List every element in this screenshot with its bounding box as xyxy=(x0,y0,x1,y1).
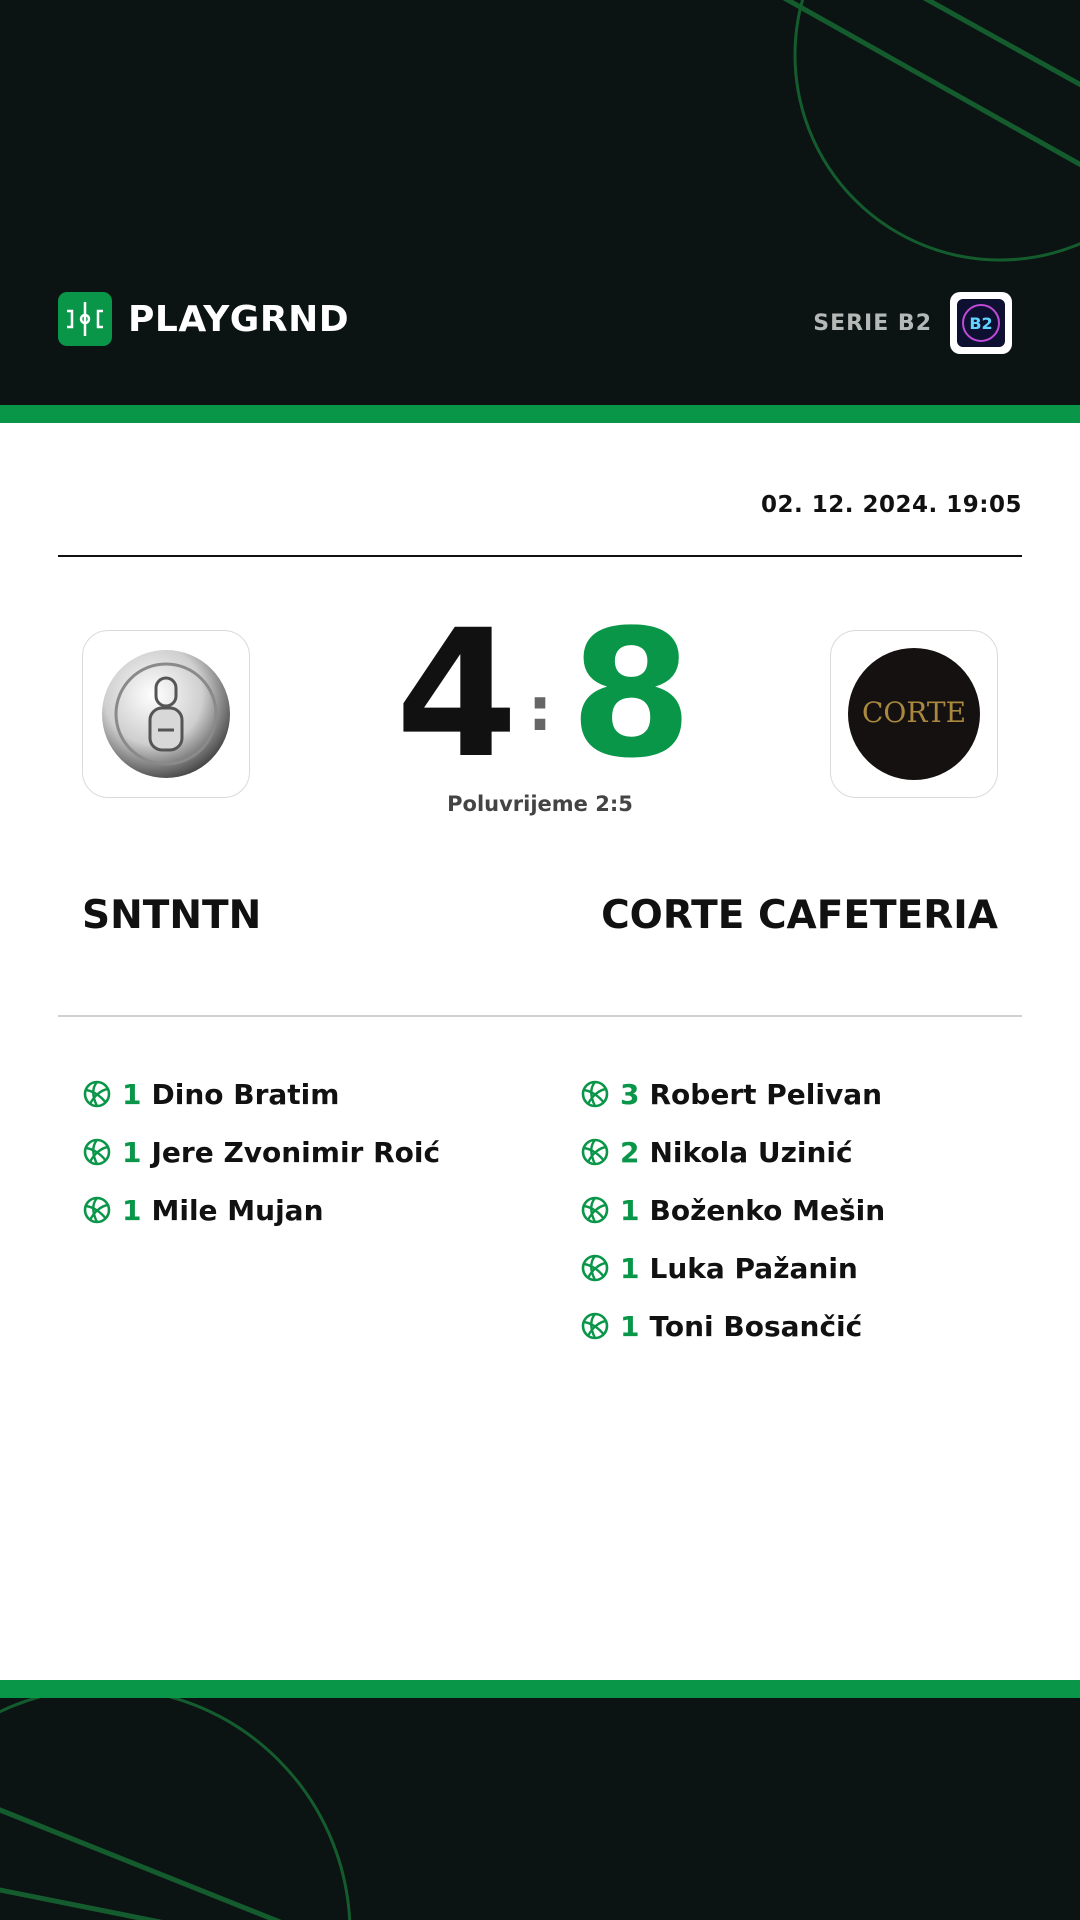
brand-name: PLAYGRND xyxy=(128,298,350,340)
scorer-name[interactable]: Mile Mujan xyxy=(151,1193,324,1227)
away-team-name[interactable]: CORTE CAFETERIA xyxy=(601,893,998,938)
scorer-item xyxy=(82,1181,440,1239)
home-team-logo[interactable] xyxy=(82,630,250,798)
scoreboard xyxy=(340,592,740,797)
scorer-goals: 1 xyxy=(620,1193,640,1227)
scorer-name[interactable]: Toni Bosančić xyxy=(649,1309,863,1343)
brand[interactable] xyxy=(58,292,349,346)
divider xyxy=(58,1015,1022,1017)
ball-icon xyxy=(82,1137,112,1167)
ball-icon xyxy=(82,1079,112,1109)
corte-logo-text: CORTE xyxy=(861,696,967,729)
scorer-item xyxy=(580,1239,885,1297)
scorer-goals: 1 xyxy=(122,1193,142,1227)
ball-icon xyxy=(580,1311,610,1341)
league-badge xyxy=(950,292,1012,354)
scorer-item xyxy=(580,1297,885,1355)
scorer-name[interactable]: Jere Zvonimir Roić xyxy=(151,1135,441,1169)
accent-bar-bottom xyxy=(0,1680,1080,1698)
pitch-icon xyxy=(58,292,112,346)
scorer-goals: 2 xyxy=(620,1135,640,1169)
scorer-goals: 1 xyxy=(122,1135,142,1169)
ball-icon xyxy=(82,1195,112,1225)
divider xyxy=(58,555,1022,557)
scorer-item xyxy=(82,1123,440,1181)
away-scorers-list xyxy=(580,1065,885,1355)
ball-icon xyxy=(580,1253,610,1283)
scorer-name[interactable]: Robert Pelivan xyxy=(649,1077,883,1111)
halftime-score: Poluvrijeme 2:5 xyxy=(447,792,633,816)
accent-bar-top xyxy=(0,405,1080,423)
home-score: 4 xyxy=(395,592,518,797)
scorer-name[interactable]: Dino Bratim xyxy=(151,1077,340,1111)
score-separator: : xyxy=(528,675,552,745)
scorer-item xyxy=(82,1065,440,1123)
scorer-item xyxy=(580,1181,885,1239)
home-scorers-list xyxy=(82,1065,440,1239)
scorer-goals: 1 xyxy=(620,1251,640,1285)
header xyxy=(0,0,1080,405)
ball-icon xyxy=(580,1137,610,1167)
corte-logo-icon xyxy=(848,648,980,780)
away-team-logo[interactable] xyxy=(830,630,998,798)
footer xyxy=(0,1698,1080,1920)
ball-icon xyxy=(580,1195,610,1225)
ball-icon xyxy=(580,1079,610,1109)
home-team-name[interactable]: SNTNTN xyxy=(82,893,262,938)
scorer-goals: 1 xyxy=(620,1309,640,1343)
away-score: 8 xyxy=(570,592,693,797)
league-info[interactable] xyxy=(813,292,1012,354)
can-lid-logo-icon xyxy=(100,648,232,780)
scorer-item xyxy=(580,1065,885,1123)
scorer-name[interactable]: Boženko Mešin xyxy=(649,1193,886,1227)
league-badge-text: B2 xyxy=(969,314,993,333)
league-logo-icon xyxy=(959,301,1003,345)
scorer-name[interactable]: Luka Pažanin xyxy=(649,1251,858,1285)
pitch-lines-decoration xyxy=(0,1698,1080,1920)
scorer-item xyxy=(580,1123,885,1181)
scorer-goals: 1 xyxy=(122,1077,142,1111)
match-datetime: 02. 12. 2024. 19:05 xyxy=(761,492,1022,518)
league-name: SERIE B2 xyxy=(813,310,932,336)
scorer-goals: 3 xyxy=(620,1077,640,1111)
scorer-name[interactable]: Nikola Uzinić xyxy=(649,1135,853,1169)
